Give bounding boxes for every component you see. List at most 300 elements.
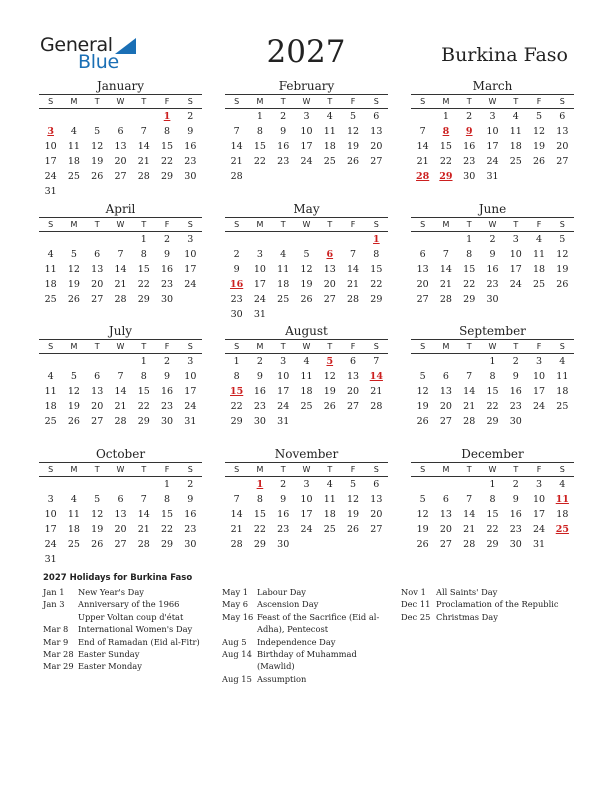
- week-row: [39, 477, 202, 492]
- day-cell: [86, 109, 109, 124]
- day-cell: 5: [419, 371, 426, 382]
- day-cell: 23: [184, 156, 197, 167]
- day-cell: 18: [533, 264, 546, 275]
- weekday-label: M: [70, 342, 78, 351]
- month-june: [411, 202, 574, 307]
- weekday-label: F: [164, 97, 170, 106]
- day-cell: [272, 307, 295, 322]
- day-cell: 2: [489, 234, 496, 245]
- day-cell: 31: [44, 554, 57, 565]
- day-cell: 26: [91, 171, 104, 182]
- day-cell: 1: [140, 356, 147, 367]
- day-cell: 16: [161, 264, 174, 275]
- day-cell: 14: [463, 509, 476, 520]
- day-cell: [318, 169, 341, 184]
- day-cell: 1: [164, 479, 171, 490]
- day-cell: 18: [556, 509, 569, 520]
- day-cell: [62, 354, 85, 369]
- day-cell: 20: [556, 141, 569, 152]
- day-cell: 28: [463, 416, 476, 427]
- week-row: [411, 247, 574, 262]
- day-cell: 13: [91, 264, 104, 275]
- day-cell: 11: [67, 141, 80, 152]
- week-row: [39, 369, 202, 384]
- day-cell: 17: [277, 386, 290, 397]
- day-cell: 27: [439, 416, 452, 427]
- day-cell: 27: [91, 416, 104, 427]
- week-row: [39, 522, 202, 537]
- day-cell: 22: [161, 156, 174, 167]
- day-cell: 9: [164, 249, 171, 260]
- day-cell: 2: [512, 356, 519, 367]
- week-row: [411, 109, 574, 124]
- day-cell: 6: [373, 479, 380, 490]
- day-cell: 25: [533, 279, 546, 290]
- weekday-label: M: [442, 342, 450, 351]
- holiday-item: [222, 648, 387, 673]
- month-name: September: [459, 324, 526, 338]
- day-cell: 27: [347, 401, 360, 412]
- day-cell: 4: [47, 371, 54, 382]
- day-cell: 14: [137, 141, 150, 152]
- week-row: [39, 247, 202, 262]
- day-cell: [62, 232, 85, 247]
- weekday-label: T: [94, 465, 100, 474]
- day-cell: 13: [91, 386, 104, 397]
- day-cell: 5: [419, 494, 426, 505]
- day-cell: 12: [300, 264, 313, 275]
- day-cell: [39, 109, 62, 124]
- weekday-label: W: [302, 97, 311, 106]
- day-cell: 28: [137, 171, 150, 182]
- day-cell: [248, 232, 271, 247]
- day-cell: 24: [486, 156, 499, 167]
- day-cell: 17: [184, 386, 197, 397]
- month-name: April: [105, 202, 136, 216]
- day-cell: 6: [94, 249, 101, 260]
- day-cell: 21: [370, 386, 383, 397]
- holiday-day-cell: 11: [555, 494, 569, 505]
- day-cell: 12: [91, 509, 104, 520]
- weekday-label: S: [373, 342, 379, 351]
- holiday-item: [222, 636, 387, 648]
- day-cell: 7: [419, 126, 426, 137]
- week-row: [225, 507, 388, 522]
- weekday-label: M: [442, 465, 450, 474]
- day-cell: [318, 537, 341, 552]
- weekday-label: S: [420, 342, 426, 351]
- day-cell: 12: [416, 386, 429, 397]
- day-cell: [551, 414, 574, 429]
- week-row: [411, 154, 574, 169]
- week-row: [39, 507, 202, 522]
- day-cell: [109, 354, 132, 369]
- day-cell: 18: [67, 524, 80, 535]
- day-cell: 27: [370, 156, 383, 167]
- day-cell: 11: [323, 494, 336, 505]
- holiday-name: Assumption: [257, 673, 307, 684]
- holiday-name: Proclamation of the Republic: [436, 599, 559, 610]
- day-cell: [551, 292, 574, 307]
- holiday-name: Labour Day: [257, 587, 306, 597]
- day-cell: 30: [161, 416, 174, 427]
- day-cell: 20: [439, 524, 452, 535]
- day-cell: 31: [486, 171, 499, 182]
- day-cell: 30: [509, 416, 522, 427]
- day-cell: 24: [44, 171, 57, 182]
- day-cell: 9: [187, 126, 194, 137]
- month-february: [225, 79, 388, 184]
- holiday-day-cell: 14: [369, 371, 383, 382]
- weekday-label: F: [536, 97, 542, 106]
- weekday-label: T: [141, 220, 147, 229]
- day-cell: 19: [416, 524, 429, 535]
- week-row: [225, 522, 388, 537]
- day-cell: 8: [489, 371, 496, 382]
- weekday-header: [411, 217, 574, 232]
- week-row: [411, 262, 574, 277]
- day-cell: [411, 477, 434, 492]
- weekday-label: S: [559, 97, 565, 106]
- day-cell: 8: [233, 371, 240, 382]
- day-cell: [411, 354, 434, 369]
- week-row: [39, 154, 202, 169]
- weekday-label: T: [141, 465, 147, 474]
- weekday-label: S: [234, 342, 240, 351]
- weekday-label: W: [302, 342, 311, 351]
- day-cell: [248, 169, 271, 184]
- week-row: [225, 537, 388, 552]
- month-august: [225, 324, 388, 429]
- day-cell: 30: [230, 309, 243, 320]
- day-cell: 18: [556, 386, 569, 397]
- day-cell: 28: [347, 294, 360, 305]
- holiday-item: [222, 673, 387, 685]
- weekday-label: T: [466, 465, 472, 474]
- day-cell: 26: [91, 539, 104, 550]
- day-cell: 26: [416, 539, 429, 550]
- day-cell: [179, 552, 202, 567]
- week-row: [225, 384, 388, 399]
- day-cell: 3: [303, 111, 310, 122]
- day-cell: 19: [533, 141, 546, 152]
- day-cell: 15: [486, 386, 499, 397]
- day-cell: 20: [416, 279, 429, 290]
- day-cell: 4: [512, 111, 519, 122]
- weekday-header: [39, 339, 202, 354]
- day-cell: 16: [184, 141, 197, 152]
- weekday-label: W: [488, 465, 497, 474]
- holiday-item: [401, 586, 571, 598]
- week-row: [39, 169, 202, 184]
- weekday-label: S: [48, 220, 54, 229]
- day-cell: 3: [256, 249, 263, 260]
- day-cell: 3: [303, 479, 310, 490]
- day-cell: 16: [509, 386, 522, 397]
- day-cell: [504, 169, 527, 184]
- week-row: [225, 307, 388, 322]
- day-cell: 14: [347, 264, 360, 275]
- week-row: [225, 109, 388, 124]
- day-cell: 15: [439, 141, 452, 152]
- weekday-label: W: [116, 342, 125, 351]
- day-cell: 23: [509, 524, 522, 535]
- day-cell: 7: [233, 494, 240, 505]
- day-cell: [434, 232, 457, 247]
- week-row: [411, 477, 574, 492]
- weekday-label: W: [488, 220, 497, 229]
- day-cell: [132, 109, 155, 124]
- day-cell: [86, 184, 109, 199]
- day-cell: 11: [509, 126, 522, 137]
- day-cell: 17: [533, 386, 546, 397]
- day-cell: 1: [489, 356, 496, 367]
- weekday-label: T: [94, 342, 100, 351]
- day-cell: 1: [233, 356, 240, 367]
- day-cell: 24: [533, 524, 546, 535]
- holiday-date: Mar 28: [43, 649, 74, 660]
- month-november: [225, 447, 388, 552]
- weekday-header: [225, 462, 388, 477]
- holiday-day-cell: 1: [256, 479, 264, 490]
- weekday-header: [411, 339, 574, 354]
- day-cell: 30: [184, 171, 197, 182]
- weekday-label: W: [116, 97, 125, 106]
- day-cell: [155, 184, 178, 199]
- day-cell: 16: [486, 264, 499, 275]
- week-row: [39, 124, 202, 139]
- day-cell: 4: [47, 249, 54, 260]
- day-cell: 18: [44, 279, 57, 290]
- day-cell: 11: [44, 386, 57, 397]
- day-cell: 1: [256, 111, 263, 122]
- day-cell: 2: [164, 356, 171, 367]
- holiday-day-cell: 1: [373, 234, 380, 245]
- day-cell: 5: [559, 234, 566, 245]
- weekday-label: S: [187, 220, 193, 229]
- day-cell: 28: [370, 401, 383, 412]
- weekday-label: W: [116, 465, 125, 474]
- day-cell: 6: [442, 371, 449, 382]
- day-cell: 31: [253, 309, 266, 320]
- day-cell: 6: [373, 111, 380, 122]
- week-row: [225, 169, 388, 184]
- week-row: [225, 369, 388, 384]
- day-cell: [86, 232, 109, 247]
- week-row: [225, 492, 388, 507]
- day-cell: 30: [463, 171, 476, 182]
- holiday-day-cell: 3: [47, 126, 54, 137]
- day-cell: 5: [94, 494, 101, 505]
- holiday-day-cell: 6: [326, 249, 334, 260]
- week-row: [225, 262, 388, 277]
- day-cell: 1: [489, 479, 496, 490]
- day-cell: 17: [533, 509, 546, 520]
- holiday-item: [43, 636, 203, 648]
- day-cell: [295, 307, 318, 322]
- day-cell: 24: [277, 401, 290, 412]
- day-cell: 22: [161, 524, 174, 535]
- holiday-item: [43, 623, 203, 635]
- day-cell: 23: [253, 401, 266, 412]
- weekday-label: M: [256, 220, 264, 229]
- day-cell: 20: [114, 156, 127, 167]
- day-cell: 18: [323, 509, 336, 520]
- day-cell: 12: [67, 264, 80, 275]
- day-cell: 10: [44, 509, 57, 520]
- holiday-item: [43, 598, 203, 623]
- weekday-header: [225, 94, 388, 109]
- weekday-label: W: [302, 220, 311, 229]
- day-cell: 25: [300, 401, 313, 412]
- day-cell: 13: [114, 509, 127, 520]
- weekday-label: T: [327, 342, 333, 351]
- day-cell: 28: [137, 539, 150, 550]
- weekday-label: M: [442, 220, 450, 229]
- weekday-label: S: [234, 465, 240, 474]
- day-cell: [458, 477, 481, 492]
- day-cell: 28: [114, 294, 127, 305]
- weekday-label: T: [327, 220, 333, 229]
- day-cell: 25: [556, 401, 569, 412]
- day-cell: 4: [280, 249, 287, 260]
- day-cell: 7: [373, 356, 380, 367]
- holiday-column: [401, 586, 571, 623]
- month-name: July: [108, 324, 133, 338]
- day-cell: [341, 537, 364, 552]
- day-cell: 9: [233, 264, 240, 275]
- day-cell: [365, 169, 388, 184]
- day-cell: [109, 184, 132, 199]
- day-cell: 29: [230, 416, 243, 427]
- weekday-label: M: [70, 465, 78, 474]
- day-cell: 21: [114, 401, 127, 412]
- day-cell: 22: [486, 401, 499, 412]
- month-july: [39, 324, 202, 429]
- day-cell: 17: [486, 141, 499, 152]
- holiday-name: Birthday of Muhammad (Mawlid): [257, 649, 357, 672]
- day-cell: [62, 109, 85, 124]
- week-row: [225, 247, 388, 262]
- day-cell: 15: [463, 264, 476, 275]
- weekday-label: T: [466, 342, 472, 351]
- day-cell: 4: [70, 126, 77, 137]
- day-cell: 5: [303, 249, 310, 260]
- week-row: [39, 292, 202, 307]
- day-cell: 27: [323, 294, 336, 305]
- week-row: [39, 552, 202, 567]
- day-cell: 29: [253, 539, 266, 550]
- month-name: August: [285, 324, 328, 338]
- weekday-label: M: [256, 342, 264, 351]
- day-cell: 12: [91, 141, 104, 152]
- day-cell: 14: [137, 509, 150, 520]
- day-cell: 9: [164, 371, 171, 382]
- day-cell: [365, 537, 388, 552]
- day-cell: 13: [439, 386, 452, 397]
- weekday-label: T: [327, 97, 333, 106]
- holiday-name: New Year's Day: [78, 587, 144, 597]
- holiday-date: Mar 29: [43, 661, 74, 672]
- day-cell: [411, 232, 434, 247]
- week-row: [39, 109, 202, 124]
- day-cell: 24: [509, 279, 522, 290]
- day-cell: 16: [253, 386, 266, 397]
- day-cell: 7: [350, 249, 357, 260]
- day-cell: 5: [70, 371, 77, 382]
- day-cell: 21: [114, 279, 127, 290]
- day-cell: [458, 354, 481, 369]
- day-cell: 17: [44, 524, 57, 535]
- holiday-date: Dec 25: [401, 611, 431, 622]
- holiday-name: International Women's Day: [78, 624, 193, 635]
- day-cell: 8: [140, 371, 147, 382]
- holiday-day-cell: 29: [439, 171, 453, 182]
- day-cell: 10: [300, 126, 313, 137]
- week-row: [39, 262, 202, 277]
- day-cell: 5: [70, 249, 77, 260]
- weekday-header: [411, 462, 574, 477]
- day-cell: 14: [114, 264, 127, 275]
- weekday-label: M: [256, 97, 264, 106]
- weekday-label: M: [70, 220, 78, 229]
- week-row: [411, 537, 574, 552]
- day-cell: 28: [114, 416, 127, 427]
- day-cell: 17: [184, 264, 197, 275]
- day-cell: 2: [512, 479, 519, 490]
- week-row: [225, 414, 388, 429]
- weekday-label: T: [466, 97, 472, 106]
- day-cell: 1: [442, 111, 449, 122]
- holiday-item: [222, 611, 387, 636]
- day-cell: 6: [117, 494, 124, 505]
- day-cell: [86, 354, 109, 369]
- weekday-label: M: [70, 97, 78, 106]
- day-cell: 5: [94, 126, 101, 137]
- week-row: [411, 399, 574, 414]
- day-cell: 4: [70, 494, 77, 505]
- day-cell: 31: [533, 539, 546, 550]
- holiday-item: [43, 586, 203, 598]
- day-cell: 7: [233, 126, 240, 137]
- weekday-label: W: [116, 220, 125, 229]
- day-cell: 29: [463, 294, 476, 305]
- weekday-label: T: [327, 465, 333, 474]
- day-cell: 28: [439, 294, 452, 305]
- day-cell: 16: [463, 141, 476, 152]
- day-cell: 8: [164, 494, 171, 505]
- day-cell: 24: [300, 524, 313, 535]
- day-cell: 30: [253, 416, 266, 427]
- day-cell: 4: [326, 479, 333, 490]
- day-cell: 25: [44, 294, 57, 305]
- day-cell: [318, 414, 341, 429]
- day-cell: 22: [439, 156, 452, 167]
- day-cell: 28: [230, 539, 243, 550]
- day-cell: 13: [416, 264, 429, 275]
- weekday-header: [225, 217, 388, 232]
- day-cell: 22: [253, 156, 266, 167]
- day-cell: 19: [556, 264, 569, 275]
- day-cell: 30: [509, 539, 522, 550]
- day-cell: 15: [486, 509, 499, 520]
- day-cell: 21: [230, 156, 243, 167]
- week-row: [411, 232, 574, 247]
- day-cell: [225, 477, 248, 492]
- holiday-date: May 16: [222, 611, 254, 622]
- weekday-label: F: [350, 97, 356, 106]
- day-cell: [434, 354, 457, 369]
